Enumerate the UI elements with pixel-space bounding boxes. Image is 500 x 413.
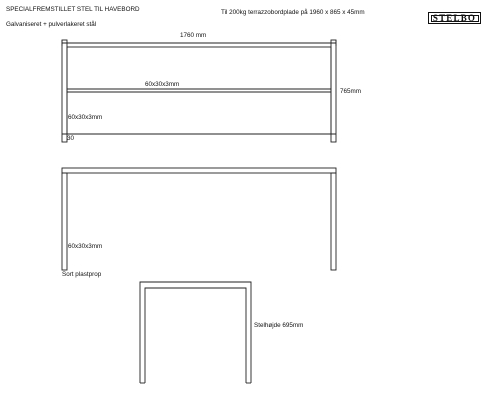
logo-text: STELBO — [432, 12, 477, 23]
side-right-leg — [331, 173, 336, 270]
material-note: Galvaniseret + pulverlakeret stål — [6, 21, 97, 28]
front-view — [62, 40, 336, 142]
front-lower-frame — [67, 92, 331, 134]
front-left-leg — [62, 40, 67, 142]
side-left-leg — [62, 173, 67, 270]
side-view — [62, 168, 336, 270]
foot-label: 30 — [67, 135, 75, 142]
height-label: 765mm — [340, 88, 361, 95]
load-spec: Til 200kg terrazzobordplade på 1960 x 865 x 45mm — [221, 9, 365, 16]
mid-profile-label: 60x30x3mm — [145, 81, 180, 88]
end-frame-inner — [145, 288, 246, 383]
width-label: 1760 mm — [180, 32, 207, 39]
end-frame-outer — [140, 282, 251, 383]
side-profile-label: 60x30x3mm — [68, 243, 103, 250]
end-view — [140, 282, 251, 383]
plastic-cap-note: Sort plastprop — [62, 271, 102, 278]
front-top-rail — [67, 47, 331, 89]
drawing-title: SPECIALFREMSTILLET STEL TIL HAVEBORD — [6, 6, 140, 13]
leg-profile-label: 60x30x3mm — [68, 114, 103, 121]
frame-height-label: Stelhøjde 695mm — [254, 322, 304, 329]
side-top-rail — [62, 168, 336, 173]
front-right-leg — [331, 40, 336, 142]
